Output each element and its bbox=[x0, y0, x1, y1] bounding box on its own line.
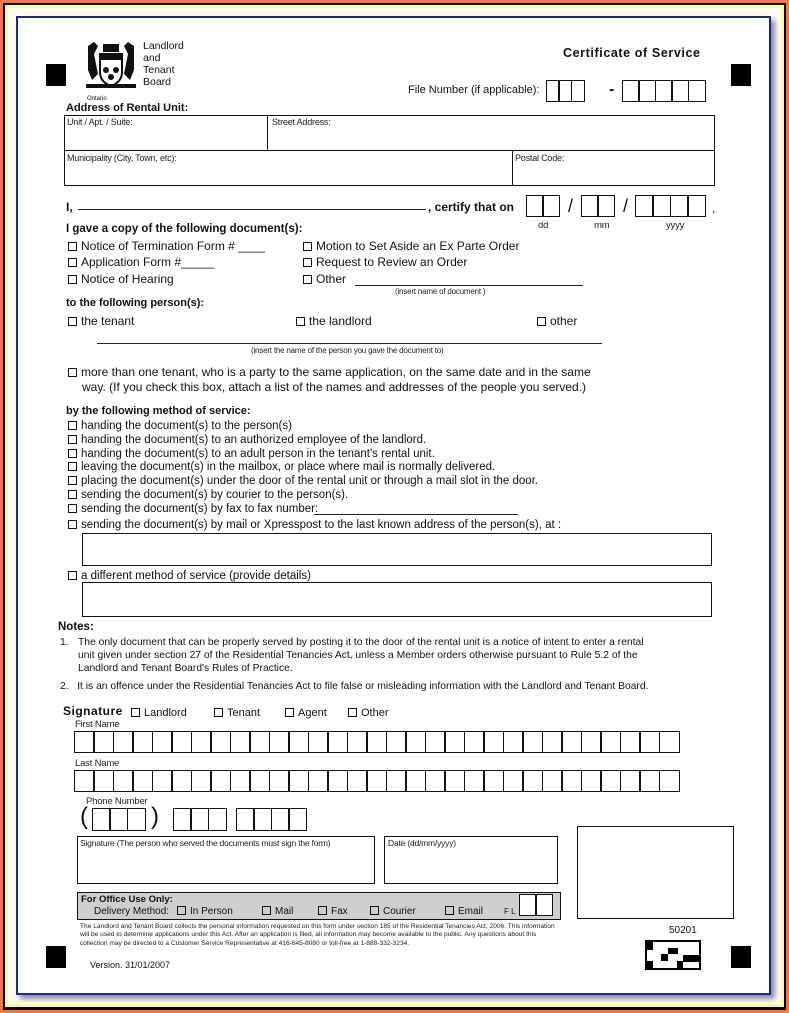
street-address-field[interactable] bbox=[267, 115, 715, 151]
checkbox-icon bbox=[68, 317, 77, 326]
office-courier-checkbox[interactable]: Courier bbox=[370, 905, 416, 919]
municipality-label: Municipality (City, Town, etc): bbox=[67, 153, 177, 163]
unit-label: Unit / Apt. / Suite: bbox=[67, 117, 133, 127]
signature-field[interactable] bbox=[77, 836, 375, 884]
fl-input[interactable] bbox=[520, 894, 553, 916]
checkbox-icon bbox=[68, 421, 77, 430]
phone-area-code-input[interactable] bbox=[93, 808, 146, 831]
doc-request-review-checkbox[interactable]: Request to Review an Order bbox=[303, 255, 467, 269]
file-number-dash: - bbox=[609, 81, 615, 98]
person-tenant-checkbox[interactable]: the tenant bbox=[68, 314, 134, 328]
date-signed-label: Date (dd/mm/yyyy) bbox=[388, 838, 456, 848]
doc-motion-set-aside-checkbox[interactable]: Motion to Set Aside an Ex Parte Order bbox=[303, 239, 519, 253]
role-agent-checkbox[interactable]: Agent bbox=[285, 706, 327, 720]
phone-close-paren: ) bbox=[151, 803, 159, 830]
checkbox-icon bbox=[68, 476, 77, 485]
form-code: 50201 bbox=[669, 925, 697, 936]
checkbox-icon bbox=[318, 906, 327, 915]
person-other-checkbox[interactable]: other bbox=[537, 314, 577, 328]
method-hand-person-checkbox[interactable]: handing the document(s) to the person(s) bbox=[68, 420, 561, 434]
office-mail-checkbox[interactable]: Mail bbox=[262, 905, 293, 919]
doc-notice-termination-checkbox[interactable]: Notice of Termination Form # ____ bbox=[68, 239, 265, 253]
mail-address-input[interactable] bbox=[82, 533, 712, 566]
org-name: Landlord and Tenant Board bbox=[143, 40, 184, 88]
checkbox-icon bbox=[445, 906, 454, 915]
file-number-label: File Number (if applicable): bbox=[408, 84, 540, 96]
phone-exchange-input[interactable] bbox=[174, 808, 227, 831]
delivery-method-label: Delivery Method: bbox=[94, 906, 170, 917]
method-hand-adult-checkbox[interactable]: handing the document(s) to an adult person in the tenant's rental unit. bbox=[68, 448, 561, 462]
signature-field-label: Signature (The person who served the documents must sign the form) bbox=[80, 838, 331, 848]
certify-text: , certify that on bbox=[428, 200, 515, 214]
phone-line-input[interactable] bbox=[237, 808, 307, 831]
method-fax-checkbox[interactable]: sending the document(s) by fax to fax number: bbox=[68, 503, 561, 517]
checkbox-icon bbox=[303, 275, 312, 284]
date-yyyy-input[interactable] bbox=[636, 195, 706, 217]
method-hand-employee-checkbox[interactable]: handing the document(s) to an authorized employee of the landlord. bbox=[68, 434, 561, 448]
checkbox-icon bbox=[68, 462, 77, 471]
first-name-input[interactable] bbox=[75, 731, 680, 753]
address-heading: Address of Rental Unit: bbox=[66, 102, 189, 114]
checkbox-icon bbox=[68, 275, 77, 284]
checkbox-icon bbox=[285, 708, 294, 717]
checkbox-icon bbox=[68, 504, 77, 513]
form-title: Certificate of Service bbox=[563, 46, 701, 60]
role-landlord-checkbox[interactable]: Landlord bbox=[131, 706, 187, 720]
date-dd-input[interactable] bbox=[527, 195, 560, 217]
date-comma: , bbox=[712, 201, 716, 215]
method-list bbox=[68, 420, 561, 533]
checkbox-icon bbox=[68, 435, 77, 444]
multiple-tenants-checkbox[interactable]: more than one tenant, who is a party to the same application, on the same date and in the same bbox=[68, 365, 591, 379]
checkbox-icon bbox=[177, 906, 186, 915]
registration-marker bbox=[46, 946, 66, 968]
office-fax-checkbox[interactable]: Fax bbox=[318, 905, 348, 919]
file-number-prefix-input[interactable] bbox=[547, 80, 585, 102]
province-label: Ontario bbox=[87, 96, 107, 102]
served-person-hint: (insert the name of the person you gave the document to) bbox=[251, 346, 444, 355]
date-slash: / bbox=[568, 196, 574, 216]
doc-application-form-checkbox[interactable]: Application Form #_____ bbox=[68, 255, 214, 269]
checkbox-icon bbox=[303, 258, 312, 267]
registration-marker bbox=[731, 64, 751, 86]
role-tenant-checkbox[interactable]: Tenant bbox=[214, 706, 260, 720]
doc-notice-hearing-checkbox[interactable]: Notice of Hearing bbox=[68, 272, 174, 286]
last-name-input[interactable] bbox=[75, 770, 680, 792]
person-landlord-checkbox[interactable]: the landlord bbox=[296, 314, 372, 328]
dd-hint: dd bbox=[538, 220, 549, 231]
checkbox-icon bbox=[68, 449, 77, 458]
office-in-person-checkbox[interactable]: In Person bbox=[177, 905, 233, 919]
method-courier-checkbox[interactable]: sending the document(s) by courier to the person(s). bbox=[68, 489, 561, 503]
checkbox-icon bbox=[296, 317, 305, 326]
declarant-name-input[interactable] bbox=[78, 198, 426, 210]
fax-number-input[interactable] bbox=[314, 505, 518, 515]
barcode-icon bbox=[645, 940, 701, 970]
certify-prefix: I, bbox=[66, 200, 73, 214]
checkbox-icon bbox=[131, 708, 140, 717]
office-use-heading: For Office Use Only: bbox=[81, 894, 173, 905]
office-use-panel bbox=[77, 892, 561, 920]
checkbox-icon bbox=[68, 258, 77, 267]
ontario-coat-of-arms-icon bbox=[84, 40, 138, 96]
office-stamp-box bbox=[577, 826, 734, 919]
street-label: Street Address: bbox=[272, 117, 331, 127]
doc-other-checkbox[interactable]: Other bbox=[303, 272, 346, 286]
privacy-notice: The Landlord and Tenant Board collects the personal information requested on this form under section 185 of the Residential Tenancies Act, 2006. This information will be used to determine applications under this Act. After an application is filed, all information may become available to the public. Any questions about this collection may be directed to a Customer Service Representative at 416-645-8080 or toll-free at 1-888-332-3234. bbox=[80, 923, 555, 947]
other-document-input[interactable] bbox=[355, 274, 583, 286]
role-other-checkbox[interactable]: Other bbox=[348, 706, 389, 720]
note-1: 1. The only document that can be properly served by posting it to the door of the rental unit is a notice of intent to enter a rental unit given under section 27 of the Residential Tenancies Act, unless a Member orders otherwise pursuant to Rule 5.2 of the Landlord and Tenant Board's Rules of Practice. bbox=[60, 637, 644, 674]
note-2: 2. It is an offence under the Residential Tenancies Act to file false or misleading information with the Landlord and Tenant Board. bbox=[60, 681, 649, 692]
checkbox-icon bbox=[68, 368, 77, 377]
persons-heading: to the following person(s): bbox=[66, 297, 205, 309]
checkbox-icon bbox=[537, 317, 546, 326]
served-person-name-input[interactable] bbox=[97, 334, 602, 344]
method-mailbox-checkbox[interactable]: leaving the document(s) in the mailbox, or place where mail is normally delivered. bbox=[68, 461, 561, 475]
municipality-field[interactable] bbox=[64, 150, 513, 186]
checkbox-icon bbox=[68, 520, 77, 529]
multiple-tenants-note: way. (If you check this box, attach a list of the names and addresses of the people you served.) bbox=[82, 380, 587, 394]
office-email-checkbox[interactable]: Email bbox=[445, 905, 483, 919]
last-name-label: Last Name bbox=[75, 758, 120, 769]
postal-code-field[interactable] bbox=[512, 150, 715, 186]
other-document-hint: (insert name of document ) bbox=[395, 287, 486, 296]
checkbox-icon bbox=[370, 906, 379, 915]
method-under-door-checkbox[interactable]: placing the document(s) under the door of the rental unit or through a mail slot in the door. bbox=[68, 475, 561, 489]
checkbox-icon bbox=[68, 490, 77, 499]
different-method-details-input[interactable] bbox=[82, 582, 712, 617]
registration-marker bbox=[46, 64, 66, 86]
form-page bbox=[16, 16, 771, 995]
signature-heading: Signature bbox=[63, 704, 123, 718]
phone-label: Phone Number bbox=[86, 796, 148, 807]
unit-field[interactable] bbox=[64, 115, 268, 151]
checkbox-icon bbox=[303, 242, 312, 251]
postal-label: Postal Code: bbox=[515, 153, 565, 163]
checkbox-icon bbox=[68, 571, 77, 580]
date-signed-field[interactable] bbox=[384, 836, 558, 884]
mm-hint: mm bbox=[594, 220, 610, 231]
date-slash: / bbox=[623, 196, 629, 216]
checkbox-icon bbox=[68, 242, 77, 251]
checkbox-icon bbox=[348, 708, 357, 717]
registration-marker bbox=[731, 946, 751, 968]
phone-open-paren: ( bbox=[80, 803, 88, 830]
fl-label: F L bbox=[504, 907, 516, 916]
method-mail-checkbox[interactable]: sending the document(s) by mail or Xpresspost to the last known address of the person(s), at : bbox=[68, 517, 561, 533]
first-name-label: First Name bbox=[75, 719, 120, 730]
file-number-suffix-input[interactable] bbox=[623, 80, 706, 102]
checkbox-icon bbox=[214, 708, 223, 717]
documents-heading: I gave a copy of the following document(s): bbox=[66, 223, 303, 235]
date-mm-input[interactable] bbox=[582, 195, 615, 217]
method-different-checkbox[interactable]: a different method of service (provide details) bbox=[68, 569, 311, 583]
checkbox-icon bbox=[262, 906, 271, 915]
method-heading: by the following method of service: bbox=[66, 405, 251, 417]
notes-heading: Notes: bbox=[58, 621, 94, 633]
version-label: Version. 31/01/2007 bbox=[90, 960, 171, 970]
yyyy-hint: yyyy bbox=[666, 220, 685, 231]
